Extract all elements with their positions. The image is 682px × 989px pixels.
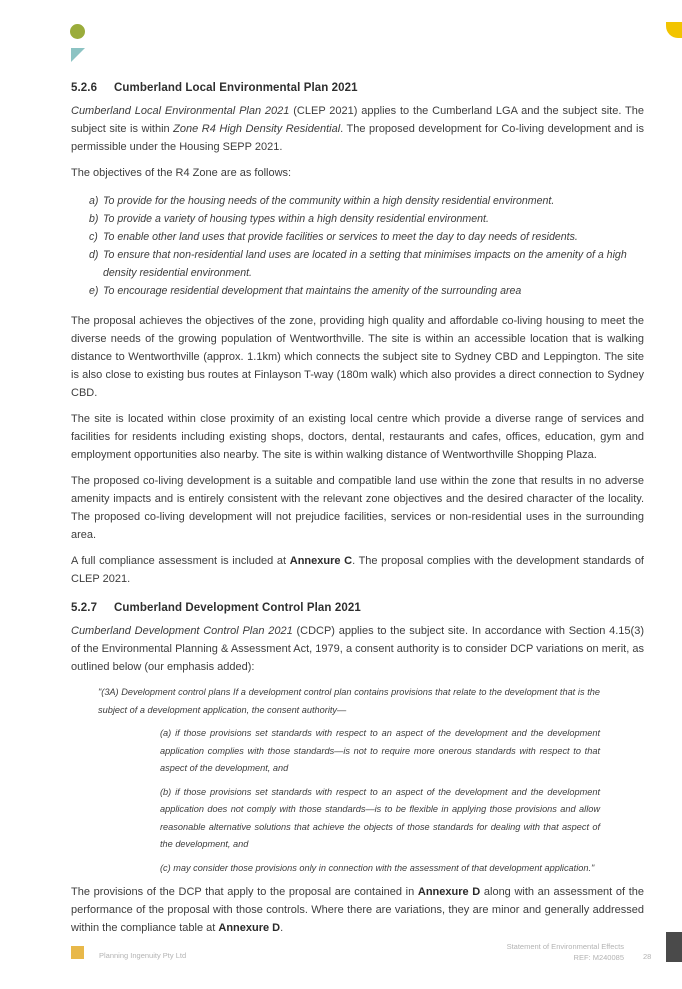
objective-item xyxy=(89,228,644,246)
footer-reference: REF: M240085 xyxy=(573,953,624,962)
quote-clause-c: (c) may consider those provisions only in connection with the assessment of that development application." xyxy=(160,862,595,873)
section-title: Cumberland Development Control Plan 2021 xyxy=(114,602,361,614)
text-run: (CLEP 2021) applies to the Cumberland LGA and the subject site. The subject site is within xyxy=(71,105,644,135)
objectives-intro: The objectives of the R4 Zone are as follows: xyxy=(71,167,292,179)
objective-label: d) xyxy=(89,249,99,261)
objective-item xyxy=(89,210,644,228)
objective-item xyxy=(89,246,644,282)
footer-document-info xyxy=(507,941,624,963)
objective-label: b) xyxy=(89,213,99,225)
quote-clause-b: (b) if those provisions set standards with respect to an aspect of the development and the development application does not comply with those standards—is to be flexible in applying those provisions and allow reasonable alternative solutions that achieve the objects of those standards for dealing with that aspect of the development, and xyxy=(160,786,600,849)
clep-title-italic: Cumberland Local Environmental Plan 2021 xyxy=(71,105,290,117)
dcp-provisions-paragraph xyxy=(71,883,644,937)
objective-label: a) xyxy=(89,195,99,207)
section-number: 5.2.7 xyxy=(71,602,98,614)
section-number: 5.2.6 xyxy=(71,82,98,94)
compatibility-paragraph: The proposed co-living development is a suitable and compatible land use within the zone that results in no adverse amenity impacts and is entirely consistent with the relevant zone objectives and the desired character of the locality. The proposed co-living development will not prejudice facilities, services or non-residential uses in the surrounding area. xyxy=(71,475,644,541)
quote-clause-a: (a) if those provisions set standards with respect to an aspect of the development and the development application complies with those standards—is not to require more onerous standards with respect to that aspect of the development, and xyxy=(160,728,600,773)
objective-text: To provide a variety of housing types within a high density residential environment. xyxy=(103,213,489,225)
teal-triangle-logo-mark xyxy=(71,48,85,62)
section-heading-5-2-6 xyxy=(71,82,644,94)
local-centre-paragraph: The site is located within close proximity of an existing local centre which provide a diverse range of services and facilities for residents including existing shops, doctors, dental, restaurants and cafes, offices, education, gym and employment opportunities also nearby. The site is within walking distance of Wentworthville Shopping Plaza. xyxy=(71,413,644,461)
annexure-d-reference: Annexure D xyxy=(417,886,481,898)
yellow-corner-tab xyxy=(666,22,682,38)
annexure-d-reference: Annexure D xyxy=(218,922,281,934)
page-number: 28 xyxy=(643,952,652,961)
objective-item xyxy=(89,282,644,300)
text-run: . The proposal complies with the development standards of CLEP 2021. xyxy=(71,555,644,585)
objective-label: e) xyxy=(89,285,99,297)
objective-text: To encourage residential development that maintains the amenity of the surrounding area xyxy=(103,285,522,297)
text-run: along with an assessment of the performance of the proposal with those controls. Where there are variations, they are minor and generally addressed within the compliance table at xyxy=(71,886,644,934)
clep-intro-paragraph xyxy=(71,102,644,156)
text-run: A full compliance assessment is included at xyxy=(71,555,290,567)
document-body xyxy=(71,74,644,945)
text-run: . The proposed development for Co-living development and is permissible under the Housing SEPP 2021. xyxy=(71,123,644,153)
zone-name-italic: Zone R4 High Density Residential xyxy=(173,123,341,135)
clep-compliance-paragraph xyxy=(71,552,644,588)
cdcp-title-italic: Cumberland Development Control Plan 2021 xyxy=(71,625,293,637)
quote-intro: "(3A) Development control plans If a development control plan contains provisions that relate to the development that is the subject of a development application, the consent authority— xyxy=(98,687,600,715)
text-run: . xyxy=(280,922,284,934)
objectives-list xyxy=(71,192,644,300)
footer-dark-bar xyxy=(666,932,682,962)
text-run: The provisions of the DCP that apply to the proposal are contained in xyxy=(71,886,418,898)
objective-text: To enable other land uses that provide facilities or services to meet the day to day needs of residents. xyxy=(103,231,578,243)
footer-company: Planning Ingenuity Pty Ltd xyxy=(99,951,187,960)
objective-text: To provide for the housing needs of the community within a high density residential environment. xyxy=(103,195,555,207)
cdcp-intro-paragraph xyxy=(71,622,644,676)
objective-item xyxy=(89,192,644,210)
objective-text: To ensure that non-residential land uses are located in a setting that minimises impacts on the amenity of a high density residential environment. xyxy=(103,249,627,279)
annexure-c-reference: Annexure C xyxy=(289,555,353,567)
text-run: (CDCP) applies to the subject site. In accordance with Section 4.15(3) of the Environmental Planning & Assessment Act, 1979, a consent authority is to consider DCP variations on merit, as outlined below (our emphasis added): xyxy=(71,625,644,673)
footer-document-title: Statement of Environmental Effects xyxy=(506,942,624,951)
section-heading-5-2-7 xyxy=(71,602,644,614)
legislation-quote xyxy=(98,684,600,877)
green-circle-logo-mark xyxy=(70,24,85,39)
section-title: Cumberland Local Environmental Plan 2021 xyxy=(114,82,358,94)
zone-objectives-assessment-paragraph: The proposal achieves the objectives of the zone, providing high quality and affordable co-living housing to meet the diverse needs of the growing population of Wentworthville. The site is within an accessible location that is walking distance to Wentworthville (approx. 1.1km) which connects the subject site to Sydney CBD and Leppington. The site is also close to existing bus routes at Finlayson T-way (180m walk) which also provides a direct connection to Sydney CBD. xyxy=(71,315,644,399)
footer-logo-square xyxy=(71,946,84,959)
objective-label: c) xyxy=(89,231,98,243)
